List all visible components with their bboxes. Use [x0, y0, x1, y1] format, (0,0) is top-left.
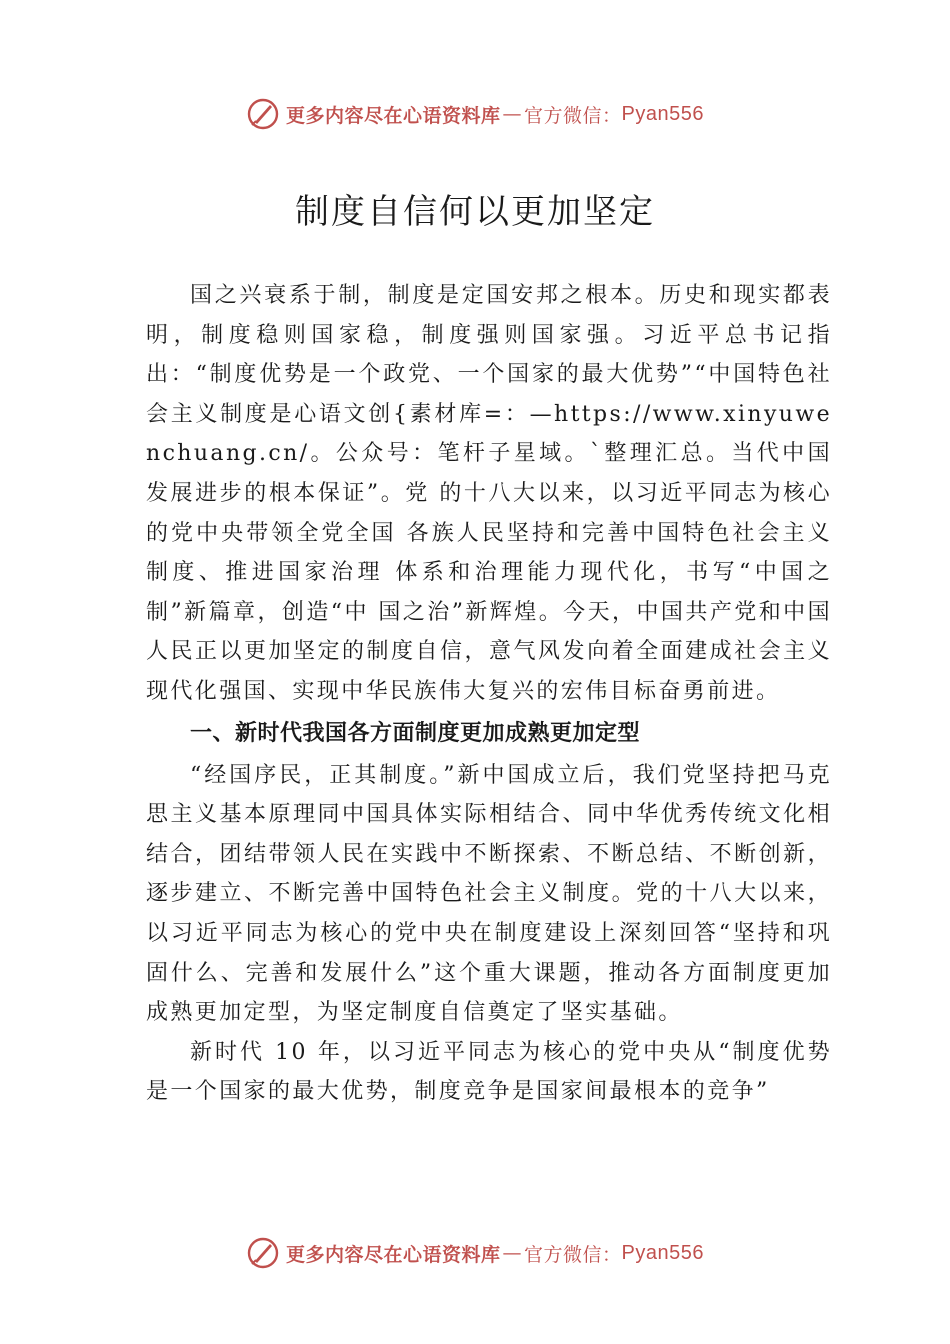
wechat-id: Pyan556	[621, 102, 704, 125]
section-heading: 一、新时代我国各方面制度更加成熟更加定型	[190, 720, 641, 746]
footer-banner	[0, 1233, 950, 1273]
section-paragraph-1: “经国序民，正其制度。”新中国成立后，我们党坚持把马克思主义基本原理同中国具体实际相结合、同中华优秀传统文化相结合，团结带领人民在实践中不断探索、不断总结、不断创新，逐步建立、不断完善中国特色社会主义制度。党的十八大以来，以习近平同志为核心的党中央在制度建设上深刻回答“坚持和巩固什么、完善和发展什么”这个重大课题，推动各方面制度更加成熟更加定型，为坚定制度自信奠定了坚实基础。	[146, 762, 832, 1026]
quill-pen-circle-icon	[246, 97, 280, 131]
document-body	[146, 276, 832, 1112]
site-name: 更多内容尽在心语资料库	[286, 104, 501, 127]
document-title: 制度自信何以更加坚定	[295, 192, 655, 232]
wechat-id: Pyan556	[621, 1241, 704, 1264]
wechat-label: 官方微信：	[524, 1243, 622, 1266]
section-paragraph-2: 新时代 10 年，以习近平同志为核心的党中央从“制度优势是一个国家的最大优势，制度竞争是国家间最根本的竞争”	[146, 1039, 832, 1105]
banner-separator: —	[502, 1242, 523, 1264]
site-name: 更多内容尽在心语资料库	[286, 1243, 501, 1266]
quill-pen-circle-icon	[246, 1236, 280, 1270]
intro-paragraph: 国之兴衰系于制，制度是定国安邦之根本。历史和现实都表明，制度稳则国家稳，制度强则国家强。习近平总书记指出：“制度优势是一个政党、一个国家的最大优势”“中国特色社会主义制度是心语文创{素材库=：—https://www.xinyuwenchuang.cn/。公众号：笔杆子星域。`整理汇总。当代中国发展进步的根本保证”。党 的十八大以来，以习近平同志为核心的党中央带领全党全国 各族人民坚持和完善中国特色社会主义制度、推进国家治理 体系和治理能力现代化，书写“中国之制”新篇章，创造“中 国之治”新辉煌。今天，中国共产党和中国人民正以更加坚定的制度自信，意气风发向着全面建成社会主义现代化强国、实现中华民族伟大复兴的宏伟目标奋勇前进。	[146, 283, 832, 704]
header-banner	[0, 94, 950, 134]
wechat-label: 官方微信：	[524, 104, 622, 127]
banner-separator: —	[502, 103, 523, 125]
